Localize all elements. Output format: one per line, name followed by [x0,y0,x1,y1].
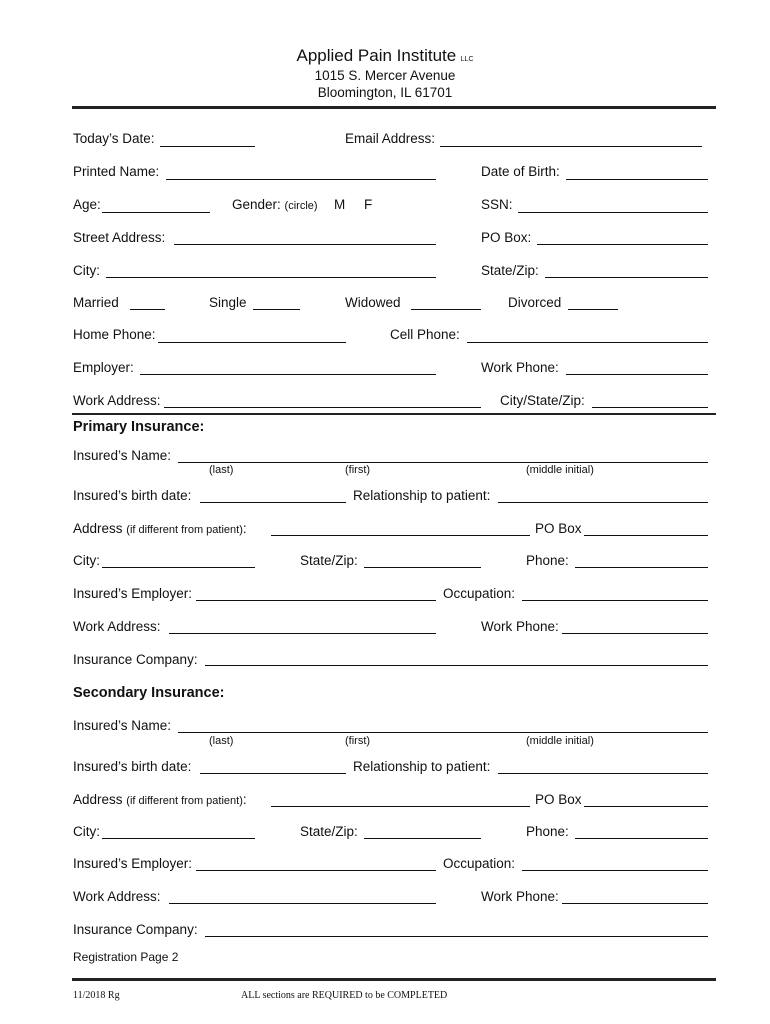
secondary-birth-date-label: Insured’s birth date: [73,759,192,774]
letterhead [0,46,770,66]
todays-date-field[interactable] [160,146,255,147]
age-label: Age: [73,197,101,212]
secondary-insurance-heading: Secondary Insurance: [73,685,225,701]
primary-address-hint: (if different from patient) [126,524,243,536]
state-zip-label: State/Zip: [481,263,539,278]
secondary-phone-label: Phone: [526,824,569,839]
secondary-address-colon: : [242,792,247,807]
city-state-zip-label: City/State/Zip: [500,393,585,408]
secondary-state-zip-label: State/Zip: [300,824,358,839]
primary-po-box-field[interactable] [584,535,708,536]
married-field[interactable] [130,309,165,310]
dob-label: Date of Birth: [481,164,560,179]
secondary-po-box-label: PO Box [535,792,582,807]
secondary-city-label: City: [73,824,100,839]
secondary-work-phone-label: Work Phone: [481,889,559,904]
gender-label [232,197,318,214]
primary-city-field[interactable] [102,567,255,568]
primary-state-zip-label: State/Zip: [300,553,358,568]
primary-address-label [73,521,247,538]
primary-address-colon: : [242,521,247,536]
single-field[interactable] [253,309,300,310]
footer-divider [72,978,716,981]
email-label: Email Address: [345,131,436,146]
cell-phone-field[interactable] [467,342,708,343]
widowed-field[interactable] [411,309,481,310]
primary-company-label: Insurance Company: [73,652,198,667]
gender-option-f[interactable]: F [364,197,373,212]
secondary-phone-field[interactable] [575,838,708,839]
primary-work-phone-label: Work Phone: [481,619,559,634]
org-address-line1: 1015 S. Mercer Avenue [314,68,456,83]
primary-relationship-field[interactable] [498,502,708,503]
ssn-field[interactable] [518,212,708,213]
primary-birth-date-label: Insured’s birth date: [73,488,192,503]
home-phone-label: Home Phone: [73,327,156,342]
primary-address-text: Address [73,521,123,536]
primary-last-hint: (last) [209,464,234,476]
age-field[interactable] [102,212,210,213]
email-field[interactable] [440,146,702,147]
primary-address-field[interactable] [271,535,530,536]
primary-birth-date-field[interactable] [200,502,346,503]
secondary-occupation-label: Occupation: [443,856,516,871]
primary-state-zip-field[interactable] [364,567,481,568]
primary-work-address-label: Work Address: [73,619,161,634]
widowed-label: Widowed [345,295,401,310]
gender-option-m[interactable]: M [334,197,346,212]
printed-name-label: Printed Name: [73,164,160,179]
work-phone-label: Work Phone: [481,360,559,375]
street-label: Street Address: [73,230,166,245]
primary-company-field[interactable] [205,665,708,666]
work-address-field[interactable] [164,407,481,408]
work-address-label: Work Address: [73,393,161,408]
city-field[interactable] [106,277,436,278]
org-address-line2: Bloomington, IL 61701 [317,85,453,100]
state-zip-field[interactable] [545,277,708,278]
secondary-insured-name-label: Insured’s Name: [73,718,172,733]
single-label: Single [209,295,247,310]
primary-first-hint: (first) [345,464,371,476]
secondary-company-field[interactable] [205,936,708,937]
secondary-address-hint: (if different from patient) [126,795,243,807]
gender-text: Gender: [232,197,281,212]
secondary-po-box-field[interactable] [584,806,708,807]
po-box-field[interactable] [537,244,708,245]
primary-employer-label: Insured’s Employer: [73,586,193,601]
home-phone-field[interactable] [158,342,346,343]
primary-insurance-heading: Primary Insurance: [73,419,205,435]
primary-occupation-label: Occupation: [443,586,516,601]
primary-po-box-label: PO Box [535,521,582,536]
secondary-address-label [73,792,247,809]
todays-date-label: Today’s Date: [73,131,155,146]
primary-work-address-field[interactable] [169,633,436,634]
primary-insured-name-label: Insured’s Name: [73,448,172,463]
city-state-zip-field[interactable] [592,407,708,408]
dob-field[interactable] [566,179,708,180]
secondary-birth-date-field[interactable] [200,773,346,774]
primary-work-phone-field[interactable] [562,633,708,634]
secondary-work-address-label: Work Address: [73,889,161,904]
org-name: Applied Pain Institute [296,46,457,65]
employer-label: Employer: [73,360,134,375]
primary-insured-name-field[interactable] [178,462,708,463]
married-label: Married [73,295,119,310]
secondary-occupation-field[interactable] [522,870,708,871]
secondary-company-label: Insurance Company: [73,922,198,937]
po-box-label: PO Box: [481,230,532,245]
page-label: Registration Page 2 [73,950,179,964]
gender-hint: (circle) [284,200,318,212]
ssn-label: SSN: [481,197,513,212]
secondary-work-phone-field[interactable] [562,903,708,904]
divorced-field[interactable] [568,309,618,310]
secondary-employer-field[interactable] [196,870,436,871]
work-phone-field[interactable] [566,374,708,375]
employer-field[interactable] [140,374,436,375]
primary-phone-label: Phone: [526,553,569,568]
primary-relationship-label: Relationship to patient: [353,488,491,503]
org-suffix: LLC [460,56,474,63]
street-field[interactable] [174,244,436,245]
secondary-address-field[interactable] [271,806,530,807]
secondary-first-hint: (first) [345,735,371,747]
primary-middle-hint: (middle initial) [526,464,594,476]
printed-name-field[interactable] [166,179,436,180]
secondary-middle-hint: (middle initial) [526,735,594,747]
header-divider [72,106,716,109]
secondary-relationship-label: Relationship to patient: [353,759,491,774]
city-label: City: [73,263,100,278]
secondary-insured-name-field[interactable] [178,732,708,733]
divorced-label: Divorced [508,295,562,310]
secondary-work-address-field[interactable] [169,903,436,904]
secondary-relationship-field[interactable] [498,773,708,774]
secondary-city-field[interactable] [102,838,255,839]
required-note: ALL sections are REQUIRED to be COMPLETED [241,990,448,1001]
primary-phone-field[interactable] [575,567,708,568]
revision-note: 11/2018 Rg [73,990,120,1001]
primary-divider [72,413,716,415]
primary-occupation-field[interactable] [522,600,708,601]
secondary-state-zip-field[interactable] [364,838,481,839]
secondary-address-text: Address [73,792,123,807]
secondary-last-hint: (last) [209,735,234,747]
primary-employer-field[interactable] [196,600,436,601]
primary-city-label: City: [73,553,100,568]
secondary-employer-label: Insured’s Employer: [73,856,193,871]
cell-phone-label: Cell Phone: [390,327,460,342]
